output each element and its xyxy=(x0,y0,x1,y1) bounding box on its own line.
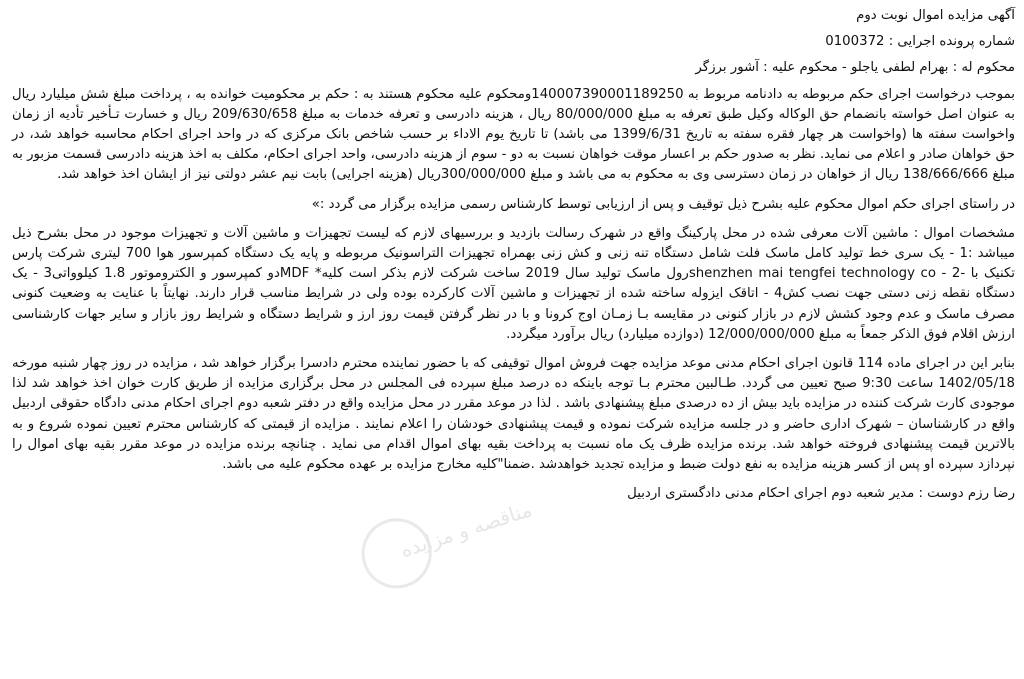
parties-line: محکوم له : بهرام لطفی یاجلو - محکوم علیه : آشور برزگر xyxy=(695,60,1015,76)
notice-title: آگهی مزایده اموال نوبت دوم xyxy=(856,8,1015,23)
case-number: شماره پرونده اجرایی : 0100372 xyxy=(825,34,1015,50)
property-specs-paragraph: مشخصات اموال : ماشین آلات معرفی شده در محل پارکینگ واقع در شهرک رسالت بازدید و بررسیهای لازم که لیست تجهیزات و ماشین آلات و تجهیزات موجود در محل بشرح ذیل میباشد :1 - یک سری خط تولید کامل ماسک فلت شامل دستگاه تنه زنی و کش زنی بهمراه تجهیزات التراسونیک مربوطه و پایه یک دستگاه کمپرسور هوا 700 لیتری شرکت پارس تکنیک با -2 - shenzhen mai tengfei technology coرول ماسک تولید سال 2019 ساخت شرکت لازم بذکر است کلیه* MDFدو کمپرسور و الکتروموتور 1.8 کیلوواتی3 - یک دستگاه نقطه زنی دستی جهت نصب کش4 - اتاقک ایزوله ساخته شده از تجهیزات و ماشین آلات کارکرده بوده ولی در شرایط مناسب قرار دارند. نهایتاً با عنایت به وضعیت کنونی مصرف ماسک و عدم وجود کشش لازم در بازار کنونی در مقایسه بـا زمـان اوج کرونا و با در نظر گرفتن قیمت روز ارز و شرایط دستگاه و شرایط روز بازار و سایر جهات کارشناسی ارزش اقلام فوق الذکر جمعاً به مبلغ 12/000/000/000 (دوازده میلیارد) ریال برآورد میگردد. xyxy=(12,225,1016,342)
signature-line: رضا رزم دوست : مدیر شعبه دوم اجرای احکام مدنی دادگستری اردبیل xyxy=(627,486,1015,502)
intro-paragraph: بموجب درخواست اجرای حکم مربوطه به دادنامه مربوط به 140007390001189250ومحکوم علیه محکوم هستند به : حکم بر محکومیت خوانده به ، پرداخت مبلغ شش میلیارد ریال به عنوان اصل خواسته بانضمام حق الوکاله وکیل طبق تعرفه به مبلغ 80/000/000 ریال ، هزینه دادرسی و تعرفه خدمات به مبلغ 209/630/658 ریال و خسارت تـأخیر تأدیه از زمان واخواست سفته ها (واخواست هر چهار فقره سفته به تاریخ 1399/6/31 می باشد) تا تاریخ یوم الاداء بر حسب شاخص بانک مرکزی که در واحد اجرای احکام محاسبه خواهد شد، در حق خواهان صادر و اعلام می نماید. نظر به صدور حکم بر اعسار موقت خواهان نسبت به دو - سوم از هزینه دادرسی، واحد اجرای احکام، مکلف به اخذ هزینه دادرسی قسمت مزبور به مبلغ 138/666/666 ریال از خواهان در زمان دسترسی وی به محکوم به می باشد و مبلغ 300/000/000ریال (هزینه اجرایی) بابت نیم عشر دولتی نیز از ایشان اخذ خواهد شد. xyxy=(12,86,1015,183)
auction-details-paragraph: بنابر این در اجرای ماده 114 قانون اجرای احکام مدنی موعد مزایده جهت فروش اموال توقیفی که با حضور نماینده محترم دادسرا برگزار خواهد شد ، مزایده در روز چهار شنبه مورخه 1402/05/18 ساعت 9:30 صبح تعیین می گردد. طـالبین محترم بـا توجه باینکه ده درصد مبلغ سپرده فی المجلس در محل برگزاری مزایده از طریق کارت خوان اخذ خواهد شد لذا موجودی کارت شرکت کننده در مزایده باید بیش از ده درصدی مبلغ پیشنهادی باشد . لذا در موعد مقرر در محل مزایده واقع در دفتر شعبه دوم اجرای احکام مدنی دادگاه حقوقی اردبیل واقع در کارشناسان – شهرک اداری حاضر و در جلسه مزایده شرکت نموده و قیمت پیشنهادی خودشان را اعلام نمایند . مزایده از قیمتی که کارشناس محترم تعیین نموده شروع و به بالاترین قیمت پیشنهادی فروخته خواهد شد. برنده مزایده ظرف یک ماه نسبت به پرداخت بقیه بهای اموال اقدام می نماید . چنانچه برنده مزایده در موعد مقرر بقیه بهای اموال را نپردازد سپرده او پس از کسر هزینه مزایده به نفع دولت ضبط و مزایده تجدید خواهدشد .ضمنا"کلیه مخارج مزایده بر عهده محکوم علیه می باشد. xyxy=(12,356,1016,473)
watermark-text: مناقصه و مزایده xyxy=(397,497,535,563)
seizure-line: در راستای اجرای حکم اموال محکوم علیه بشرح ذیل توقیف و پس از ارزیابی توسط کارشناس رسمی مزایده برگزار می گردد :» xyxy=(311,196,1015,212)
